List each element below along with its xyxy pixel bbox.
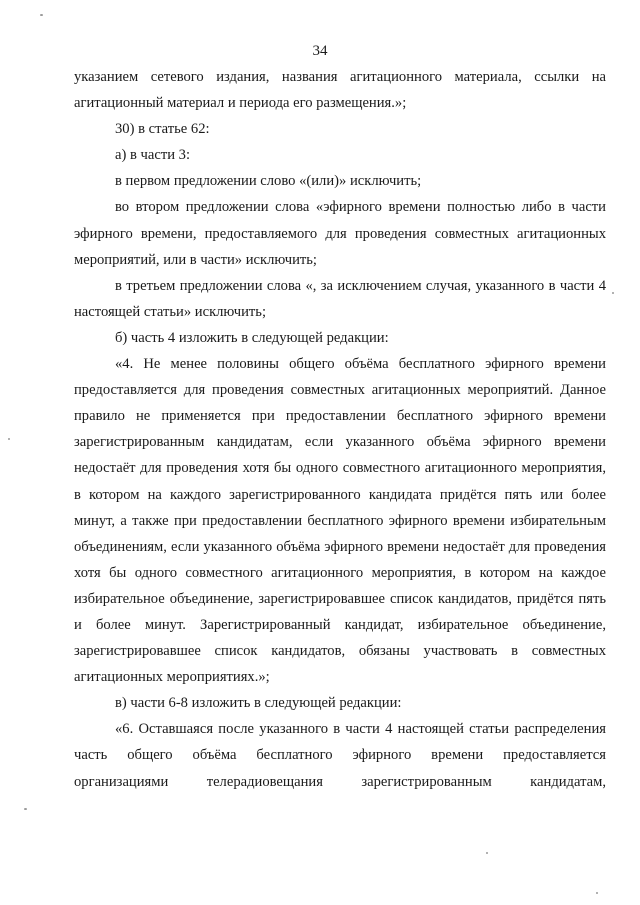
paragraph-part-4-text: «4. Не менее половины общего объёма бесплатного эфирного времени предоставляется для проведения совместных агитационных мероприятий. Данное правило не применяется при предоставлении бесплатного эфирного времени зарегистрированным кандидатам, если указанного объёма эфирного времени недостаёт для проведения хотя бы одного совместного агитационного мероприятия, в котором на каждого зарегистрированного кандидата придётся пять или более минут, а также при предоставлении бесплатного эфирного времени избирательным объединениям, если указанного объёма эфирного времени недостаёт для проведения хотя бы одного совместного агитационного мероприятия, в котором на каждое избирательное объединение, зарегистрировавшее список кандидатов, придётся пять и более минут. Зарегистрированный кандидат, избирательное объединение, зарегистрировавшее список кандидатов, обязаны участвовать в совместных агитационных мероприятиях.»; [74, 356, 606, 686]
paragraph-subitem-a: а) в части 3: [115, 147, 191, 164]
paragraph-third-sentence-edit: в третьем предложении слова «, за исключением случая, указанного в части 4 настоящей статьи» исключить; [74, 277, 606, 320]
paragraph-part-6-text: «6. Оставшаяся после указанного в части 4 настоящей статьи распределения часть общего объёма бесплатного эфирного времени предоставляется организациями телерадиовещания зарегистрированным кандидатам, [74, 721, 606, 790]
page-number: 34 [312, 43, 328, 59]
paragraph-continuation: указанием сетевого издания, названия агитационного материала, ссылки на агитационный материал и периода его размещения.»; [74, 69, 606, 112]
document-body [74, 64, 606, 795]
paragraph-item-30: 30) в статье 62: [115, 121, 210, 138]
paragraph-subitem-b: б) часть 4 изложить в следующей редакции: [115, 329, 389, 346]
scan-speck [24, 808, 27, 810]
scan-speck [596, 892, 598, 894]
scan-speck [612, 292, 614, 294]
paragraph-subitem-v: в) части 6-8 изложить в следующей редакции: [115, 695, 402, 712]
paragraph-first-sentence-edit: в первом предложении слово «(или)» исключить; [115, 173, 422, 190]
scan-speck [486, 852, 488, 854]
scan-speck [8, 438, 10, 440]
scan-speck [40, 14, 43, 16]
paragraph-second-sentence-edit: во втором предложении слова «эфирного времени полностью либо в части эфирного времени, предоставляемого для проведения совместных агитационных мероприятий, или в части» исключить; [74, 199, 606, 268]
